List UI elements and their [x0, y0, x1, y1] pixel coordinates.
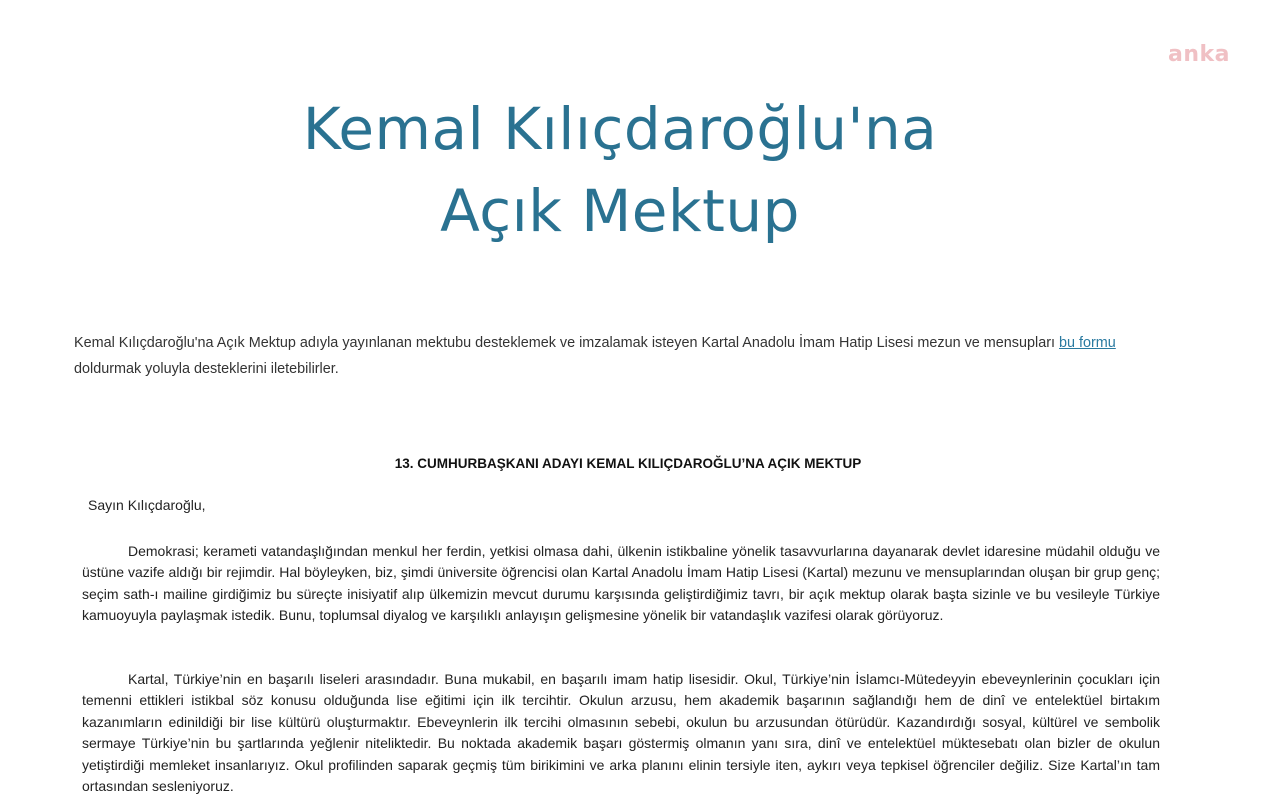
letter-paragraph — [82, 541, 1160, 627]
signature-form-link[interactable]: bu formu — [1059, 335, 1116, 351]
title-line-1: Kemal Kılıçdaroğlu'na — [302, 95, 938, 163]
letter-salutation: Sayın Kılıçdaroğlu, — [88, 497, 206, 513]
intro-paragraph — [74, 330, 1154, 382]
letter-heading: 13. CUMHURBAŞKANI ADAYI KEMAL KILIÇDAROĞLU’NA AÇIK MEKTUP — [394, 456, 862, 471]
letter-paragraph-text: Demokrasi; kerameti vatandaşlığından menkul her ferdin, yetkisi olmasa dahi, ülkenin istikbaline yönelik tasavvurlarına dayanarak devlet idaresine müdahil olduğu ve üstüne vazife aldığı bir rejimdir. Hal böyleyken, biz, şimdi üniversite öğrencisi olan Kartal Anadolu İmam Hatip Lisesi (Kartal) mezunu ve mensuplarından oluşan bir grup genç; seçim sath-ı mailine girdiğimiz bu süreçte inisiyatif alıp ülkemizin mevcut durumu karşısında geliştirdiğimiz tavrı, bir açık mektup olarak başta sizinle ve bu vesileyle Türkiye kamuoyuyla paylaşmak istedik. Bunu, toplumsal diyalog ve karşılıklı anlayışın gelişmesine yönelik bir vatandaşlık vazifesi olarak görüyoruz. — [82, 543, 1160, 624]
letter-paragraph-text: Kartal, Türkiye’nin en başarılı liseleri arasındadır. Buna mukabil, en başarılı imam hatip lisesidir. Okul, Türkiye’nin İslamcı-Mütedeyyin ebeveynlerinin çocukları için temenni ettikleri istikbal söz konusu olduğunda lise eğitimi için ilk tercihtir. Okulun arzusu, hem akademik başarının sağlandığı hem de dinî ve entelektüel birtakım kazanımların edinildiği bir lise kültürü oluşturmaktır. Ebeveynlerin ilk tercihi olmasının sebebi, okulun bu arzusundan ötürüdür. Kazandırdığı sosyal, kültürel ve sembolik sermaye Türkiye’nin bu şartlarında yeğlenir niteliktedir. Bu noktada akademik başarı göstermiş olmanın yanı sıra, dinî ve entelektüel müktesebatı olan bizler de okulun yetiştirdiği memleket insanlarıyız. Okul profilinden saparak geçmiş tüm birikimini ve arka planını elinin tersiyle iten, aykırı veya tepkisel öğrenciler değiliz. Size Kartal’ın tam ortasından sesleniyoruz. — [82, 671, 1160, 795]
page-title — [0, 88, 1240, 252]
intro-text-before: Kemal Kılıçdaroğlu'na Açık Mektup adıyla yayınlanan mektubu desteklemek ve imzalamak isteyen Kartal Anadolu İmam Hatip Lisesi mezun ve mensupları — [74, 335, 1059, 351]
anka-watermark-logo: anka — [1168, 42, 1230, 67]
intro-text-after: doldurmak yoluyla desteklerini iletebilirler. — [74, 361, 339, 377]
title-line-2: Açık Mektup — [440, 177, 800, 245]
letter-paragraph — [82, 669, 1160, 797]
